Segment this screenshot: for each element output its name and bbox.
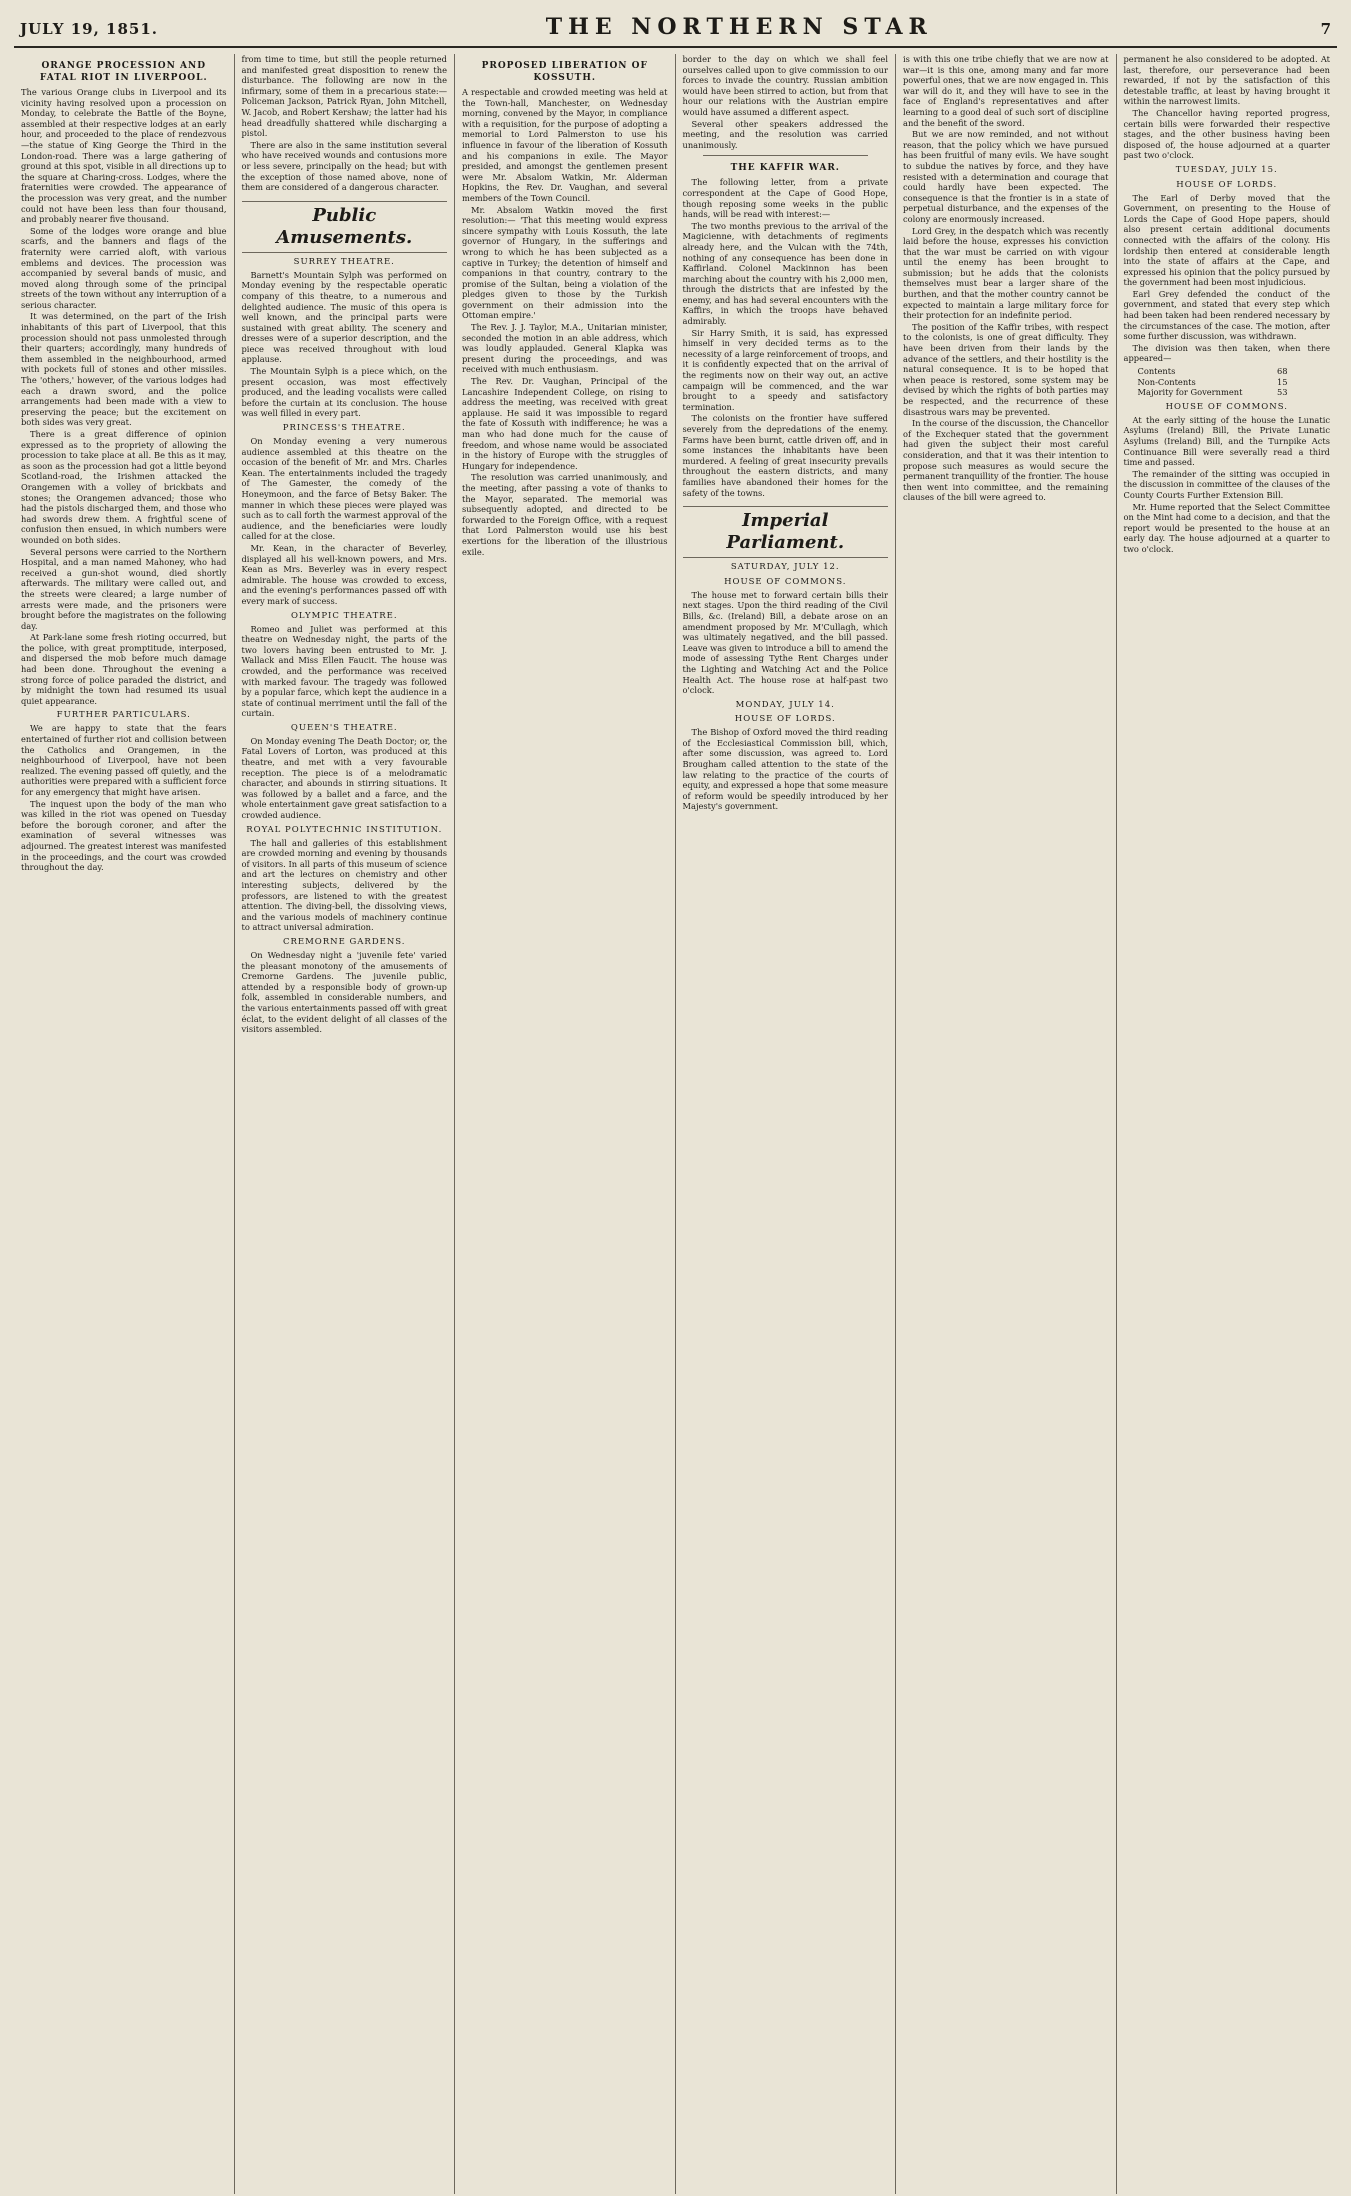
divider (703, 155, 869, 156)
division-intro: The division was then taken, when there appeared— (1123, 342, 1330, 364)
subheading-surrey-theatre: SURREY THEATRE. (293, 256, 395, 267)
paragraph: The Mountain Sylph is a piece which, on the present occasion, was most effectively produced, and the leading vocalists were called before the curtain at its conclusion. The house was well filled in every part. (241, 366, 447, 419)
paragraph: Some of the lodges wore orange and blue scarfs, and the banners and flags of the fraternity were carried aloft, with various emblems and devices. The procession was accompanied by several bands of music, and moved along through some of the principal streets of the town without any interruption of a serious character. (21, 225, 227, 310)
subheading-olympic-theatre: OLYMPIC THEATRE. (290, 610, 398, 621)
subheading-house-of-commons: HOUSE OF COMMONS. (724, 576, 847, 587)
paragraph: It was determined, on the part of the Irish inhabitants of this part of Liverpool, that this procession should not pass unmolested through their quarters; accordingly, many hundreds of them assembled in the neighbourhood, armed with pockets full of stones and other missiles. The 'others,' however, of the various lodges had each a drawn sword, and the police arrangements had been made with a view to preserving the peace; but the excitement on both sides was very great. (21, 311, 227, 428)
column-2 (235, 54, 456, 2194)
paragraph: The following letter, from a private correspondent at the Cape of Good Hope, though reposing some weeks in the public hands, will be read with interest:— (682, 177, 888, 220)
subheading-cremorne-gardens: CREMORNE GARDENS. (282, 936, 406, 947)
article-heading-kossuth: PROPOSED LIBERATION OF KOSSUTH. (481, 61, 648, 83)
column-1 (14, 54, 235, 2194)
paragraph: Mr. Absalom Watkin moved the first resolution:— 'That this meeting would express sincere sympathy with Louis Kossuth, the late governor of Hungary, in the sufferings and wrong to which he has been subjected as a captive in Turkey; the detention of himself and companions in that country, contrary to the promise of the Sultan, being a violation of the pledges given to those by the Turkish government on their admission into the Ottoman empire.' (462, 204, 668, 321)
paragraph: The hall and galleries of this establishment are crowded morning and evening by thousands of visitors. In all parts of this museum of science and art the lectures on chemistry and other interesting subjects, delivered by the professors, are listened to with the greatest attention. The diving-bell, the dissolving views, and the various models of machinery continue to attract universal admiration. (241, 837, 447, 933)
division-results (1138, 366, 1331, 398)
paragraph: On Wednesday night a 'juvenile fete' varied the pleasant monotony of the amusements of Cremorne Gardens. The juvenile public, attended by a responsible body of grown-up folk, assembled in considerable numbers, and the various entertainments passed off with great éclat, to the evident delight of all classes of the visitors assembled. (241, 949, 448, 1035)
subheading-polytechnic: ROYAL POLYTECHNIC INSTITUTION. (246, 824, 443, 835)
paragraph: Lord Grey, in the despatch which was recently laid before the house, expresses his conviction that the war must be carried on with vigour until the enemy has been brought to submission; but he adds that the colonists themselves must bear a larger share of the burthen, and that the mother country cannot be expected to maintain a large military force for their protection for an indefinite period. (903, 225, 1109, 321)
paragraph: The Rev. J. J. Taylor, M.A., Unitarian minister, seconded the motion in an able address, which was loudly applauded. General Klapka was present during the proceedings, and was received with much enthusiasm. (462, 322, 668, 375)
paragraph: Sir Harry Smith, it is said, has expressed himself in very decided terms as to the necessity of a large reinforcement of troops, and it is confidently expected that on the arrival of the regiments now on their way out, an active campaign will be commenced, and the war brought to a speedy and satisfactory termination. (682, 327, 888, 412)
paragraph: On Monday evening a very numerous audience assembled at this theatre on the occasion of the benefit of Mr. and Mrs. Charles Kean. The entertainments included the tragedy of The Gamester, the comedy of the Honeymoon, and the farce of Betsy Baker. The manner in which these pieces were played was such as to call forth the warmest approval of the audience, and the beneficiaries were loudly called for at the close. (241, 436, 447, 542)
paragraph: The Bishop of Oxford moved the third reading of the Ecclesiastical Commission bill, which, after some discussion, was agreed to. Lord Brougham called attention to the state of the law relating to the practice of the courts of equity, and expressed a hope that some measure of reform would be speedily introduced by her Majesty's government. (682, 727, 888, 812)
paragraph: border to the day on which we shall feel ourselves called upon to give commission to our forces to invade the country. Russian ambition would have been stirred to action, but from that hour our relations with the Austrian empire would have assumed a different aspect. (682, 54, 888, 117)
paragraph: On Monday evening The Death Doctor; or, the Fatal Lovers of Lorton, was produced at this theatre, and met with a very favourable reception. The piece is of a melodramatic character, and abounds in stirring situations. It was followed by a ballet and a farce, and the whole entertainment gave great satisfaction to a crowded audience. (241, 735, 447, 821)
division-value: 53 (1276, 387, 1288, 398)
date-tuesday: TUESDAY, JULY 15. (1175, 164, 1278, 175)
paragraph: The position of the Kaffir tribes, with respect to the colonists, is one of great difficulty. They have been driven from their lands by the advance of the settlers, and their hostility is the natural consequence. It is to be hoped that when peace is restored, some system may be devised by which the rights of both parties may be respected, and the recurrence of these disastrous wars may be prevented. (903, 321, 1109, 417)
paragraph: At the early sitting of the house the Lunatic Asylums (Ireland) Bill, the Private Lunatic Asylums (Ireland) Bill, and the Turnpike Acts Continuance Bill were severally read a third time and passed. (1123, 414, 1330, 468)
division-value: 15 (1276, 376, 1288, 387)
subheading-house-of-commons: HOUSE OF COMMONS. (1165, 401, 1288, 412)
paragraph: A respectable and crowded meeting was held at the Town-hall, Manchester, on Wednesday morning, convened by the Mayor, in compliance with a requisition, for the purpose of adopting a memorial to Lord Palmerston to use his influence in favour of the liberation of Kossuth and his companions in exile. The Mayor presided, and amongst the gentlemen present were Mr. Absalom Watkin, Mr. Alderman Hopkins, the Rev. Dr. Vaughan, and several members of the Town Council. (462, 87, 668, 203)
paragraph: The two months previous to the arrival of the Magicienne, with detachments of regiments already here, and the Vulcan with the 74th, nothing of any consequence has been done in Kaffirland. Colonel Mackinnon has been marching about the country with his 2,000 men, through the districts that are infested by the enemy, and has had several encounters with the Kaffirs, in which the troops have behaved admirably. (682, 220, 888, 327)
paragraph: is with this one tribe chiefly that we are now at war—it is this one, among many and far more powerful ones, that we are now engaged in. This war will do it, and they will have to see in the face of England's representatives and after learning to a good deal of such sort of discipline and the benefit of the sword. (903, 54, 1109, 128)
newspaper-title: THE NORTHERN STAR (545, 14, 933, 40)
column-6 (1117, 54, 1338, 2194)
section-title-imperial-parliament: Imperial Parliament. (683, 506, 889, 558)
paragraph: There are also in the same institution several who have received wounds and contusions more or less severe, principally on the head; but with the exception of those named above, none of them are considered of a dangerous character. (241, 139, 447, 193)
division-row (1138, 387, 1288, 398)
column-3 (455, 54, 676, 2194)
subheading-further-particulars: FURTHER PARTICULARS. (56, 710, 191, 721)
paragraph: Romeo and Juliet was performed at this theatre on Wednesday night, the parts of the two lovers having been entrusted to Mr. J. Wallack and Miss Ellen Faucit. The house was crowded, and the performance was received with marked favour. The tragedy was followed by a popular farce, which kept the audience in a state of continual merriment until the fall of the curtain. (241, 623, 447, 719)
division-label: Majority for Government (1137, 387, 1243, 398)
paragraph: Mr. Hume reported that the Select Committee on the Mint had come to a decision, and that the report would be presented to the house at an early day. The house adjourned at a quarter to two o'clock. (1123, 501, 1330, 554)
paragraph: permanent he also considered to be adopted. At last, therefore, our perseverance had been rewarded, if not by the satisfaction of this detestable traffic, at least by having brought it within the narrowest limits. (1123, 54, 1330, 107)
division-label: Contents (1137, 366, 1176, 377)
subheading-house-of-lords: HOUSE OF LORDS. (734, 714, 836, 725)
paragraph: The remainder of the sitting was occupied in the discussion in committee of the clauses of the County Courts Further Extension Bill. (1123, 468, 1330, 500)
column-4 (676, 54, 897, 2194)
paragraph: The colonists on the frontier have suffered severely from the depredations of the enemy. Farms have been burnt, cattle driven off, and in some instances the inhabitants have been murdered. A feeling of great insecurity prevails throughout the eastern districts, and many families have abandoned their homes for the safety of the towns. (682, 413, 888, 498)
page-number: 7 (1320, 20, 1331, 38)
subheading-house-of-lords: HOUSE OF LORDS. (1176, 179, 1278, 190)
paragraph: But we are now reminded, and not without reason, that the policy which we have pursued has been fruitful of many evils. We have sought to subdue the natives by force, and they have resisted with a determination and courage that could hardly have been expected. The consequence is that the frontier is in a state of perpetual disturbance, and the expenses of the colony are enormously increased. (903, 129, 1109, 224)
masthead (14, 14, 1337, 48)
paragraph: There is a great difference of opinion expressed as to the propriety of allowing the procession to take place at all. Be this as it may, as soon as the procession had got a little beyond Scotland-road, the Irishmen attacked the Orangemen with a volley of brickbats and stones; the Orangemen advanced; those who had the pistols discharged them, and those who had swords drew them. A frightful scene of confusion then ensued, in which numbers were wounded on both sides. (21, 429, 227, 545)
date-saturday: SATURDAY, JULY 12. (730, 562, 840, 573)
paragraph: In the course of the discussion, the Chancellor of the Exchequer stated that the government had given the subject their most careful consideration, and that it was their intention to propose such measures as would secure the permanent tranquillity of the frontier. The house then went into committee, and the remaining clauses of the bill were agreed to. (903, 418, 1109, 503)
division-label: Non-Contents (1137, 376, 1196, 387)
column-5 (896, 54, 1117, 2194)
article-columns (14, 54, 1337, 2194)
paragraph: Mr. Kean, in the character of Beverley, displayed all his well-known powers, and Mrs. Kean as Mrs. Beverley was in every respect admirable. The house was crowded to excess, and the evening's performances passed off with every mark of success. (241, 542, 447, 606)
issue-date: JULY 19, 1851. (20, 20, 158, 38)
division-row (1138, 366, 1288, 377)
paragraph: The house met to forward certain bills their next stages. Upon the third reading of the Civil Bills, &c. (Ireland) Bill, a debate arose on an amendment proposed by Mr. M'Cullagh, which was ultimately negatived, and the bill passed. Leave was given to introduce a bill to amend the mode of assessing Tythe Rent Charges under the Lighting and Watching Act and the Police Health Act. The house rose at half-past two o'clock. (682, 589, 888, 696)
date-monday: MONDAY, JULY 14. (735, 699, 835, 710)
paragraph: Earl Grey defended the conduct of the government, and stated that every step which had been taken had been rendered necessary by the circumstances of the case. The motion, after some further discussion, was withdrawn. (1123, 288, 1330, 342)
paragraph: Several persons were carried to the Northern Hospital, and a man named Mahoney, who had received a gun-shot wound, died shortly afterwards. The military were called out, and the streets were cleared; a large number of arrests were made, and the prisoners were brought before the magistrates on the following day. (21, 546, 227, 631)
division-row (1138, 377, 1288, 388)
paragraph: The Chancellor having reported progress, certain bills were forwarded their respective stages, and the other business having been disposed of, the house adjourned at a quarter past two o'clock. (1123, 107, 1330, 161)
paragraph: Several other speakers addressed the meeting, and the resolution was carried unanimously. (682, 118, 888, 150)
division-value: 68 (1276, 366, 1288, 377)
article-heading-kaffir-war: THE KAFFIR WAR. (730, 163, 840, 174)
paragraph: The Rev. Dr. Vaughan, Principal of the Lancashire Independent College, on rising to address the meeting, was received with great applause. He said it was impossible to regard the fate of Kossuth with indifference; he was a man who had done much for the cause of freedom, and whose name would be associated in the history of Europe with the struggles of Hungary for independence. (462, 376, 668, 471)
paragraph: The resolution was carried unanimously, and the meeting, after passing a vote of thanks to the Mayor, separated. The memorial was subsequently adopted, and directed to be forwarded to the Foreign Office, with a request that Lord Palmerston would use his best exertions for the liberation of the illustrious exile. (462, 472, 668, 557)
paragraph: We are happy to state that the fears entertained of further riot and collision between the Catholics and Orangemen, in the neighbourhood of Liverpool, have not been realized. The evening passed off quietly, and the authorities were prepared with a sufficient force for any emergency that might have arisen. (21, 723, 227, 797)
article-heading-orange-procession: ORANGE PROCESSION AND FATAL RIOT IN LIVERPOOL. (39, 61, 208, 83)
paragraph: The inquest upon the body of the man who was killed in the riot was opened on Tuesday before the borough coroner, and after the examination of several witnesses was adjourned. The greatest interest was manifested in the proceedings, and the court was crowded throughout the day. (21, 798, 227, 873)
subheading-queens-theatre: QUEEN'S THEATRE. (290, 722, 398, 733)
paragraph: from time to time, but still the people returned and manifested great disposition to renew the disturbance. The following are now in the infirmary, some of them in a precarious state:—Policeman Jackson, Patrick Ryan, John Mitchell, W. Jacob, and Robert Kershaw; the latter had his head dreadfully shattered while discharging a pistol. (241, 54, 447, 139)
paragraph: At Park-lane some fresh rioting occurred, but the police, with great promptitude, interposed, and dispersed the mob before much damage had been done. Throughout the evening a strong force of police paraded the district, and by midnight the town had resumed its usual quiet appearance. (21, 632, 227, 706)
paragraph: The various Orange clubs in Liverpool and its vicinity having resolved upon a procession on Monday, to celebrate the Battle of the Boyne, assembled at their respective lodges at an early hour, and proceeded to the place of rendezvous—the statue of King George the Third in the London-road. There was a large gathering of ground at this spot, visible in all directions up to the square at Charing-cross. Lodges, where the fraternities were crowded. The appearance of the procession was very great, and the number could not have been less than four thousand, and probably nearer five thousand. (21, 87, 227, 225)
subheading-princess-theatre: PRINCESS'S THEATRE. (282, 423, 406, 434)
paragraph: Barnett's Mountain Sylph was performed on Monday evening by the respectable operatic company of this theatre, to a numerous and delighted audience. The music of this opera is well known, and the principal parts were sustained with great ability. The scenery and dresses were of a superior description, and the piece was received throughout with loud applause. (241, 269, 447, 365)
section-title-public-amusements: Public Amusements. (242, 201, 448, 253)
paragraph: The Earl of Derby moved that the Government, on presenting to the House of Lords the Cape of Good Hope papers, should also present certain additional documents connected with the affairs of the colony. His lordship then entered at considerable length into the state of affairs at the Cape, and expressed his opinion that the policy pursued by the government had been most injudicious. (1123, 192, 1330, 288)
article-body-orange-procession (21, 87, 227, 706)
article-body-further-particulars (21, 723, 227, 872)
